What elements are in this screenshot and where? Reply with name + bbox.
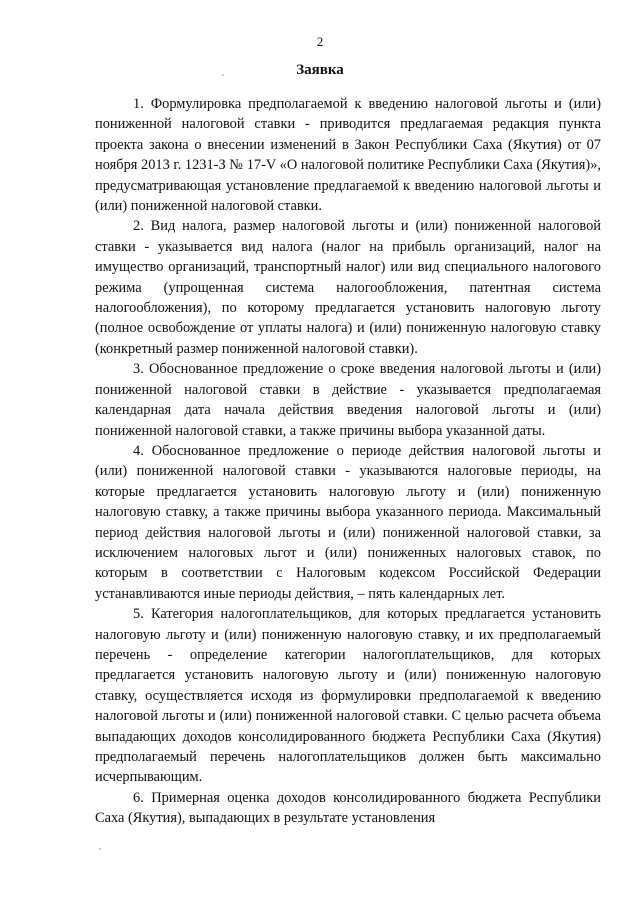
page-number: 2 — [316, 34, 324, 49]
paragraph-3: 3. Обоснованное предложение о сроке введения налоговой льготы и (или) пониженной налоговой ставки в действие - указывается предполагаемая календарная дата начала действия введения налоговой льготы и (или) пониженной налоговой ставки, а также причины выбора указанной даты. — [95, 361, 601, 439]
paragraph-2: 2. Вид налога, размер налоговой льготы и (или) пониженной налоговой ставки - указывается вид налога (налог на прибыль организаций, налог на имущество организаций, транспортный налог) или вид специального налогового режима (упрощенная система налогообложения, патентная система налогообложения), по которому предлагается установить налоговую льготу (полное освобождение от уплаты налога) и (или) пониженную налоговую ставку (конкретный размер пониженной налоговой ставки). — [95, 218, 601, 357]
scan-speck-top — [222, 74, 224, 76]
document-body — [95, 94, 601, 829]
paragraph-5: 5. Категория налогоплательщиков, для которых предлагается установить налоговую льготу и (или) пониженную налоговую ставку, и их предполагаемый перечень - определение категории налогоплательщиков, для которых предлагается установить налоговую льготу и (или) пониженную налоговую ставку, осуществляется исходя из формулировки предполагаемой к введению налоговой льготы и (или) пониженной налоговой ставки. С целью расчета объема выпадающих доходов консолидированного бюджета Республики Саха (Якутия) предполагаемый перечень налогоплательщиков должен быть максимально исчерпывающим. — [95, 606, 601, 786]
paragraph-6: 6. Примерная оценка доходов консолидированного бюджета Республики Саха (Якутия), выпадающих в результате установления — [95, 789, 601, 827]
paragraph-4: 4. Обоснованное предложение о периоде действия налоговой льготы и (или) пониженной налоговой ставки - указываются налоговые периоды, на которые предлагается установить налоговую льготу и (или) пониженную налоговую ставку, а также причины выбора указанного периода. Максимальный период действия налоговой льготы и (или) пониженной налоговой ставки, за исключением налоговых льгот и (или) пониженных налоговых ставок, по которым в соответствии с Налоговым кодексом Российской Федерации устанавливаются иные периоды действия, – пять календарных лет. — [95, 442, 601, 602]
scan-speck-bottom — [99, 848, 101, 850]
paragraph-1: 1. Формулировка предполагаемой к введению налоговой льготы и (или) пониженной налоговой ставки - приводится предлагаемая редакция пункта проекта закона о внесении изменений в Закон Республики Саха (Якутия) от 07 ноября 2013 г. 1231-З № 17-V «О налоговой политике Республики Саха (Якутия)», предусматривающая установление предлагаемой к введению налоговой льготы и (или) пониженной налоговой ставки. — [95, 96, 601, 215]
document-title: Заявка — [296, 62, 344, 78]
